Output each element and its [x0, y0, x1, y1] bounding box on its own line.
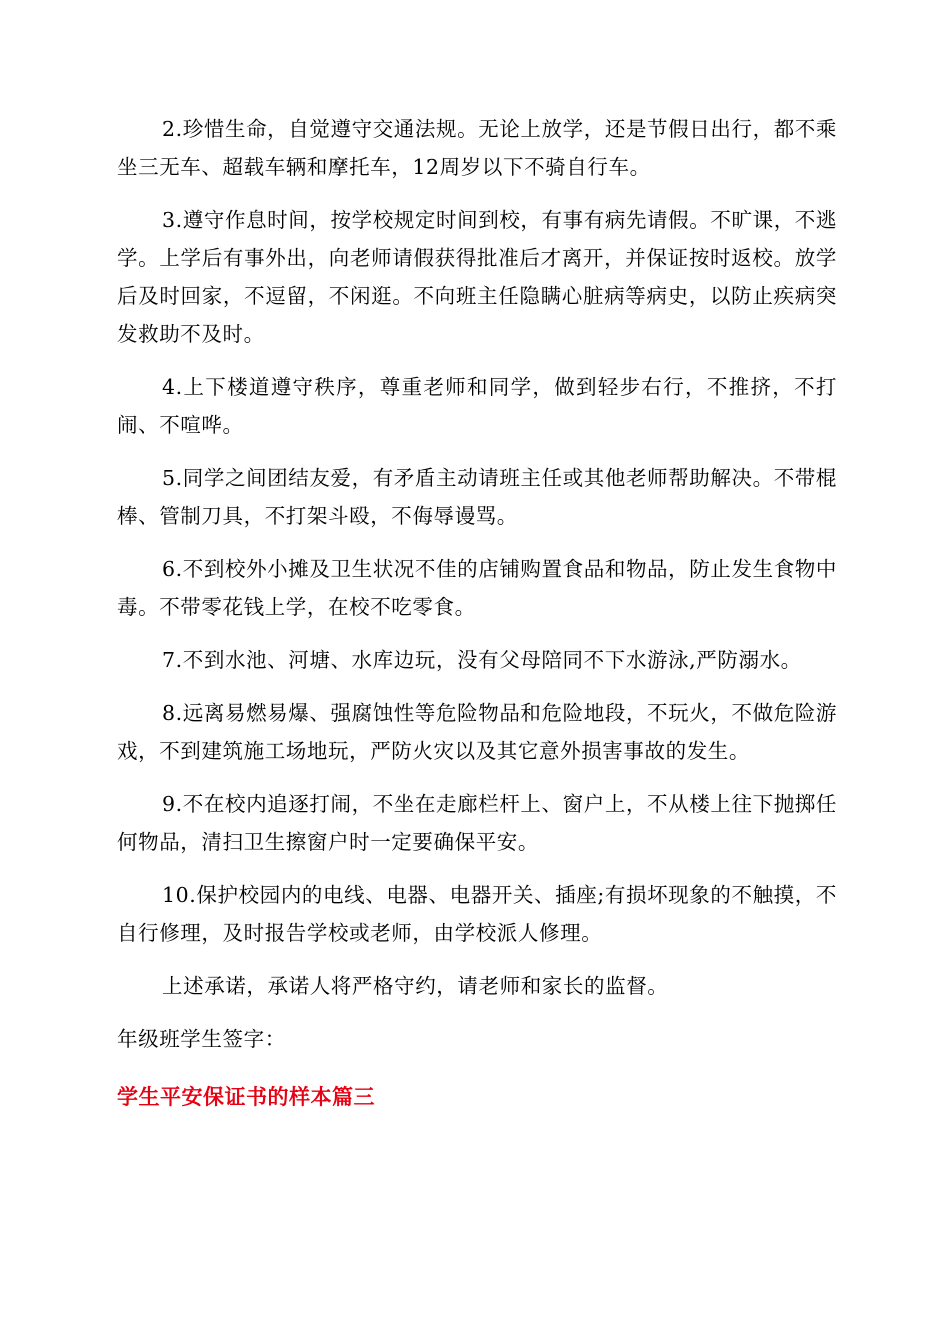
- paragraph-item-9: 9.不在校内追逐打闹，不坐在走廊栏杆上、窗户上，不从楼上往下抛掷任何物品，清扫卫生擦窗户时一定要确保平安。: [117, 792, 837, 854]
- paragraph-item-8: 8.远离易燃易爆、强腐蚀性等危险物品和危险地段，不玩火，不做危险游戏，不到建筑施工场地玩，严防火灾以及其它意外损害事故的发生。: [117, 701, 837, 763]
- paragraph-item-2: 2.珍惜生命，自觉遵守交通法规。无论上放学，还是节假日出行，都不乘坐三无车、超载车辆和摩托车，12周岁以下不骑自行车。: [117, 117, 837, 179]
- document-body: [117, 110, 837, 1116]
- signature-line: 年级班学生签字：: [117, 1027, 286, 1051]
- section-heading: 学生平安保证书的样本篇三: [117, 1085, 375, 1109]
- paragraph-item-4: 4.上下楼道遵守秩序，尊重老师和同学，做到轻步右行，不推挤，不打闹、不喧哗。: [117, 375, 837, 437]
- paragraph-item-5: 5.同学之间团结友爱，有矛盾主动请班主任或其他老师帮助解决。不带棍棒、管制刀具，不打架斗殴，不侮辱谩骂。: [117, 466, 837, 528]
- commitment-statement: 上述承诺，承诺人将严格守约，请老师和家长的监督。: [162, 974, 669, 998]
- paragraph-item-3: 3.遵守作息时间，按学校规定时间到校，有事有病先请假。不旷课，不逃学。上学后有事外出，向老师请假获得批准后才离开，并保证按时返校。放学后及时回家，不逗留，不闲逛。不向班主任隐瞒心脏病等病史，以防止疾病突发救助不及时。: [117, 208, 837, 346]
- paragraph-item-7: 7.不到水池、河塘、水库边玩，没有父母陪同不下水游泳,严防溺水。: [162, 648, 802, 672]
- paragraph-item-10: 10.保护校园内的电线、电器、电器开关、插座;有损坏现象的不触摸，不自行修理，及时报告学校或老师，由学校派人修理。: [117, 883, 837, 945]
- paragraph-item-6: 6.不到校外小摊及卫生状况不佳的店铺购置食品和物品，防止发生食物中毒。不带零花钱上学，在校不吃零食。: [117, 557, 837, 619]
